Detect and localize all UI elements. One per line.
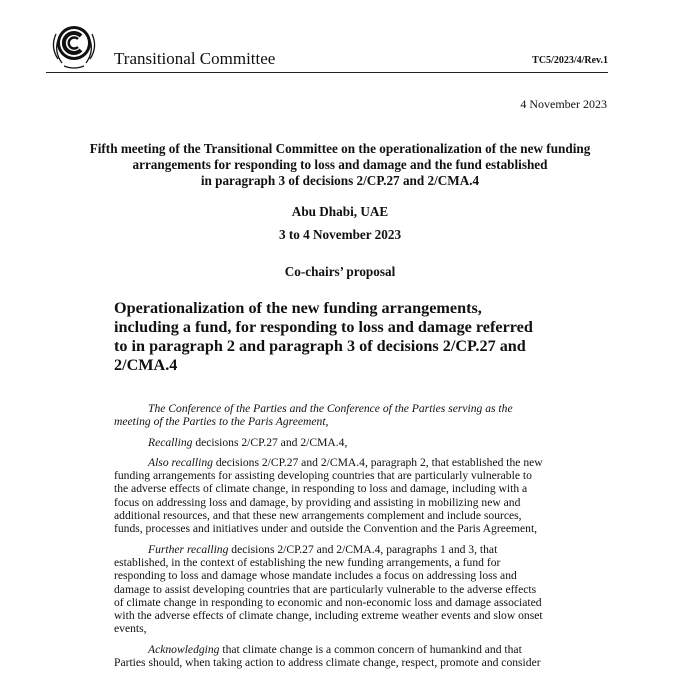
paragraph-text: decisions 2/CP.27 and 2/CMA.4, paragraph 2, that established the new	[212, 455, 543, 469]
body-line: damage to assist developing countries that are particularly vulnerable to the adverse effects	[114, 582, 537, 596]
body-line: additional resources, and that these new arrangements complement and include sources,	[114, 509, 522, 523]
body-line: of climate change in responding to economic and non-economic loss and damage associated	[114, 595, 542, 609]
document-date: 4 November 2023	[520, 97, 607, 111]
main-title-line: to in paragraph 2 and paragraph 3 of decisions 2/CP.27 and	[114, 337, 526, 355]
meeting-title	[55, 141, 625, 189]
proposal-label: Co-chairs’ proposal	[284, 264, 396, 279]
body-line: established, in the context of establishing the new funding arrangements, a fund for	[114, 555, 501, 569]
preamble-body	[114, 402, 549, 676]
committee-name: Transitional Committee	[114, 49, 276, 68]
body-line: events,	[114, 622, 147, 636]
preamble-paragraph	[114, 436, 549, 449]
paragraph-lead: Further recalling	[148, 542, 229, 556]
body-line: with the adverse effects of climate change, including extreme weather events and slow onset	[114, 609, 543, 623]
main-title-line: Operationalization of the new funding arrangements,	[114, 299, 482, 317]
document-header	[46, 18, 608, 72]
meeting-title-line: arrangements for responding to loss and damage and the fund established	[132, 157, 548, 172]
unfccc-logo	[46, 18, 102, 72]
body-line: the adverse effects of climate change, in responding to loss and damage, including with a	[114, 482, 528, 496]
main-title-line: including a fund, for responding to loss and damage referred	[114, 318, 533, 336]
body-line: funds, processes and initiatives under and outside the Convention and the Paris Agreement,	[114, 522, 538, 536]
body-line	[114, 543, 549, 556]
paragraph-text: that climate change is a common concern of humankind and that	[219, 642, 522, 656]
body-line: Parties should, when taking action to address climate change, respect, promote and consider	[114, 656, 541, 670]
body-line: funding arrangements for assisting developing countries that are particularly vulnerable to	[114, 469, 532, 483]
meeting-location: Abu Dhabi, UAE	[291, 204, 389, 219]
paragraph-lead: Recalling	[148, 435, 193, 449]
body-line	[114, 436, 549, 449]
main-title-line: 2/CMA.4	[114, 356, 178, 374]
document-symbol: TC5/2023/4/Rev.1	[532, 55, 608, 66]
paragraph-lead: Acknowledging	[148, 642, 220, 656]
meeting-title-line: Fifth meeting of the Transitional Committee on the operationalization of the new funding	[89, 141, 591, 156]
body-line: The Conference of the Parties and the Conference of the Parties serving as the	[148, 402, 513, 415]
body-line: focus on addressing loss and damage, by providing and assisting in mobilizing new and	[114, 495, 521, 509]
preamble-paragraph	[114, 456, 549, 536]
paragraph-text: decisions 2/CP.27 and 2/CMA.4, paragraphs 1 and 3, that	[228, 542, 498, 556]
paragraph-lead: Also recalling	[148, 455, 213, 469]
preamble-paragraph	[114, 643, 549, 670]
body-line	[114, 643, 549, 656]
preamble-paragraph	[114, 543, 549, 636]
header-rule	[46, 72, 608, 73]
main-title	[114, 299, 564, 375]
body-line	[114, 456, 549, 469]
meeting-title-line: in paragraph 3 of decisions 2/CP.27 and 2/CMA.4	[200, 173, 480, 188]
body-line: responding to loss and damage whose mandate includes a focus on addressing loss and	[114, 569, 517, 583]
body-line: meeting of the Parties to the Paris Agreement,	[114, 415, 329, 429]
paragraph-text: decisions 2/CP.27 and 2/CMA.4,	[192, 435, 348, 449]
meeting-dates: 3 to 4 November 2023	[278, 227, 402, 242]
preamble-intro	[114, 402, 549, 429]
